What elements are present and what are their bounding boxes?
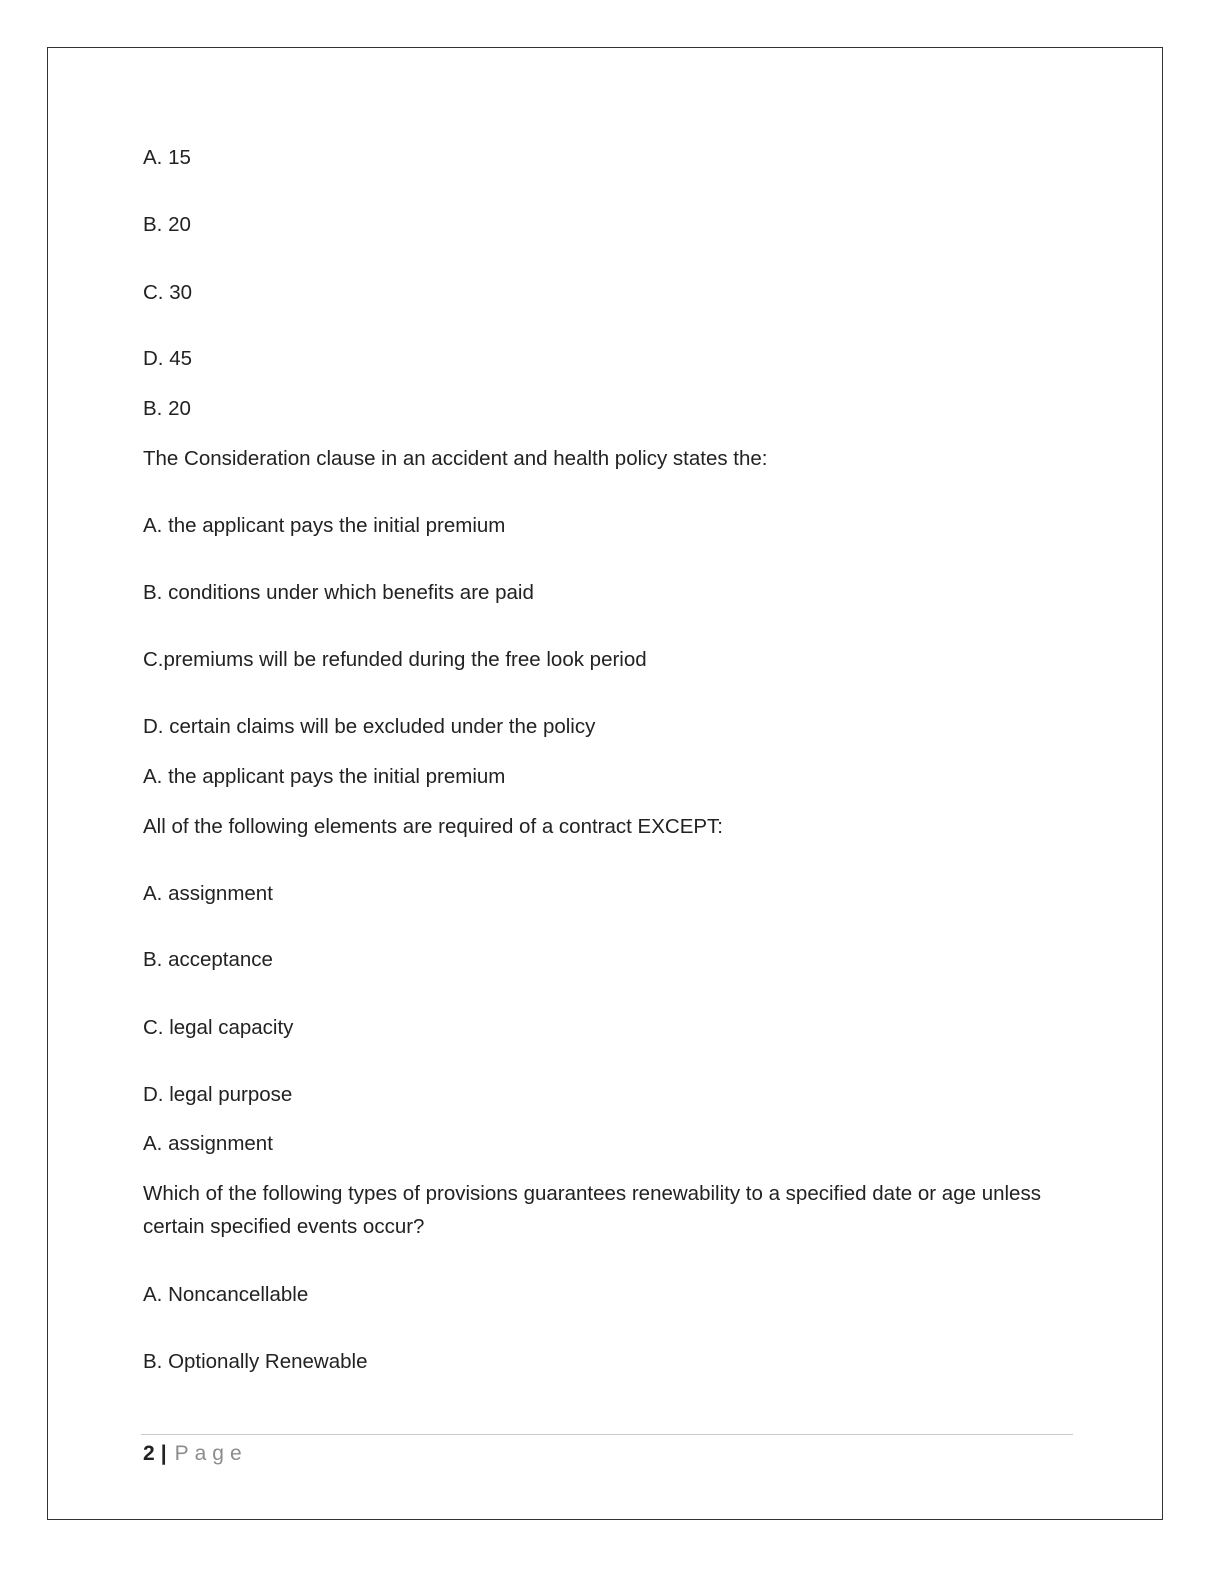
answer-option: A. assignment [143, 882, 273, 905]
page-footer [143, 1438, 248, 1470]
answer-option: B. Optionally Renewable [143, 1350, 368, 1373]
correct-answer: A. assignment [143, 1132, 273, 1155]
answer-option: B. conditions under which benefits are paid [143, 581, 534, 604]
answer-option: A. 15 [143, 146, 191, 169]
footer-divider [141, 1434, 1073, 1435]
correct-answer: B. 20 [143, 397, 191, 420]
question-text: Which of the following types of provisions guarantees renewability to a specified date or age unless certain specified events occur? [143, 1182, 1041, 1238]
question-text: All of the following elements are required of a contract EXCEPT: [143, 815, 723, 838]
answer-option: D. legal purpose [143, 1083, 293, 1106]
answer-option: A. the applicant pays the initial premium [143, 514, 506, 537]
page-number: 2 [143, 1442, 155, 1465]
answer-option: B. acceptance [143, 948, 273, 971]
answer-option: C.premiums will be refunded during the free look period [143, 648, 647, 671]
answer-option: C. legal capacity [143, 1016, 294, 1039]
correct-answer: A. the applicant pays the initial premium [143, 765, 506, 788]
answer-option: A. Noncancellable [143, 1283, 309, 1306]
footer-separator: | [160, 1442, 167, 1465]
answer-option: B. 20 [143, 213, 191, 236]
answer-option: D. 45 [143, 347, 192, 370]
question-text: The Consideration clause in an accident and health policy states the: [143, 447, 768, 470]
answer-option: C. 30 [143, 281, 192, 304]
answer-option: D. certain claims will be excluded under the policy [143, 715, 596, 738]
page-label: Page [174, 1442, 248, 1465]
